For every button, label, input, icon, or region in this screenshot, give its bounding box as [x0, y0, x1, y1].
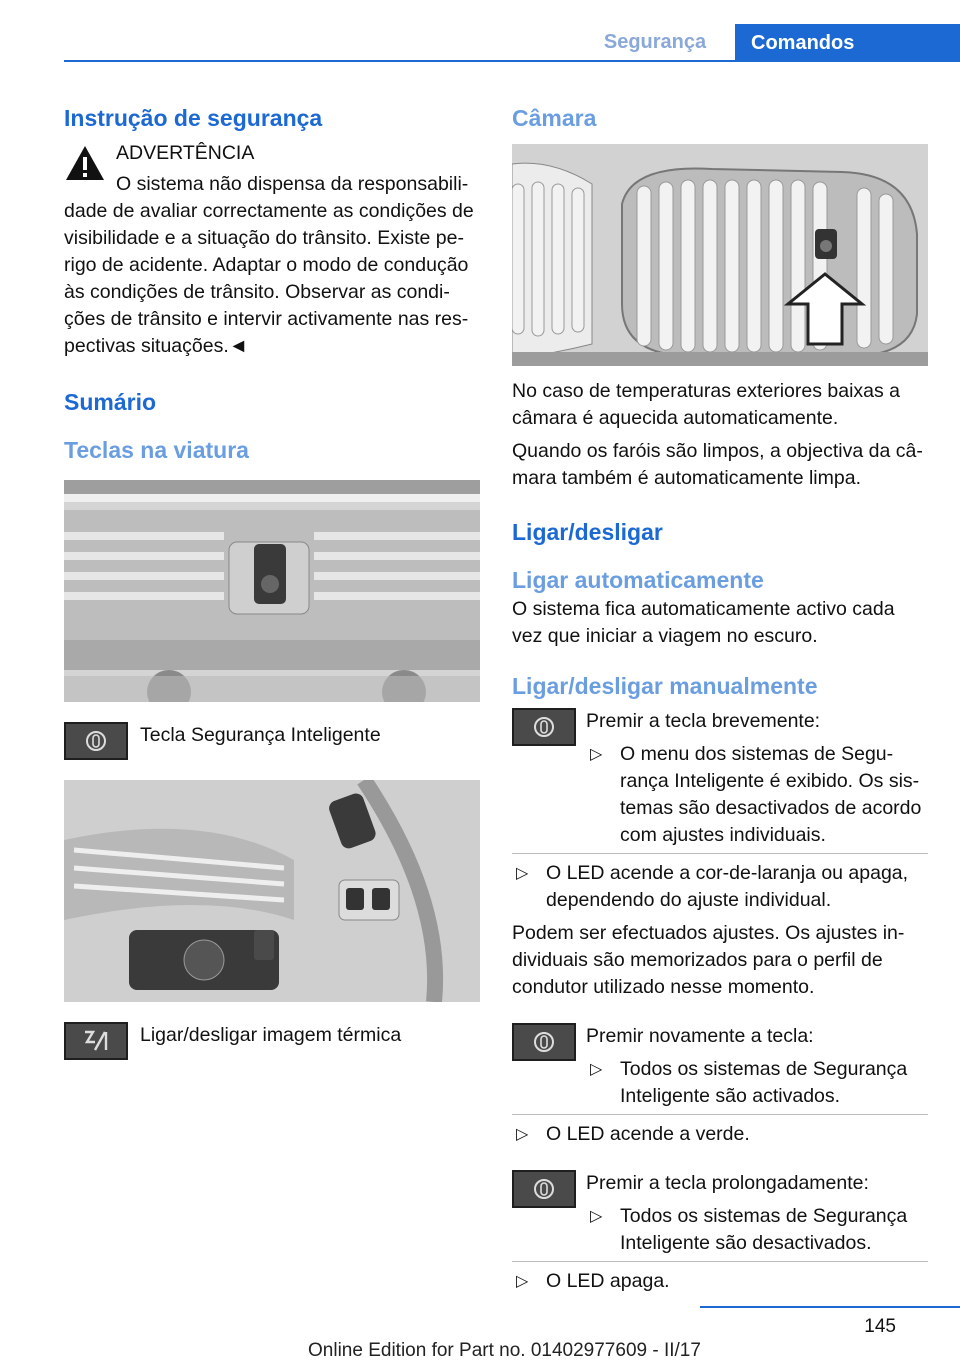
settings-text: Podem ser efectuados ajustes. Os ajustes individuais são memorizados para o perfil de condutor utilizado nesse momento. — [512, 922, 905, 998]
intelligent-safety-key-icon — [512, 1170, 576, 1208]
bullet-triangle-icon: ▷ — [516, 1126, 529, 1143]
divider — [512, 1114, 928, 1115]
key2-label: Ligar/desligar imagem térmica — [140, 1024, 402, 1046]
header-rule — [64, 60, 960, 62]
manual-title: Ligar/desligar manualmente — [512, 673, 818, 699]
press-again-text: Premir novamente a tecla: — [586, 1025, 814, 1047]
press-again-bullet-1: Todos os sistemas de Segurança Inteligente são activados. — [620, 1058, 908, 1107]
divider — [512, 1261, 928, 1262]
press-short-row — [512, 708, 928, 849]
press-long-bullet-2: O LED apaga. — [546, 1270, 670, 1292]
list-item — [586, 1056, 928, 1110]
divider — [512, 853, 928, 854]
right-column — [512, 100, 928, 1295]
press-long-text: Premir a tecla prolongadamente: — [586, 1172, 869, 1194]
page-number: 145 — [864, 1316, 896, 1337]
warning-triangle-icon — [64, 144, 106, 182]
bullet-triangle-icon: ▷ — [516, 865, 529, 882]
press-again-bullet-2: O LED acende a verde. — [546, 1123, 750, 1145]
key1-row — [64, 722, 480, 760]
buttons-title: Teclas na viatura — [64, 437, 249, 463]
dashboard-buttons-image — [64, 480, 480, 702]
camera-title: Câmara — [512, 105, 597, 131]
bullet-triangle-icon: ▷ — [590, 746, 603, 763]
page-header — [64, 24, 960, 62]
key2-row — [64, 1022, 480, 1060]
press-short-bullet-1: O menu dos sistemas de Segurança Inteligente é exibido. Os sistemas são desactivados de acordo com ajustes individuais. — [620, 743, 922, 846]
chapter-tab[interactable]: Comandos — [735, 24, 960, 62]
light-switch-image — [64, 780, 480, 1002]
list-item — [512, 1121, 928, 1148]
press-short-content — [586, 708, 928, 849]
press-short-text: Premir a tecla brevemente: — [586, 710, 821, 732]
on-off-title: Ligar/desligar — [512, 519, 663, 545]
thermal-image-key-icon — [64, 1022, 128, 1060]
auto-title: Ligar automaticamente — [512, 567, 764, 593]
edition-footer: Online Edition for Part no. 01402977609 - II/17 — [308, 1340, 701, 1361]
list-item — [586, 741, 928, 849]
press-long-content — [586, 1170, 928, 1257]
warning-heading: ADVERTÊNCIA — [116, 142, 255, 164]
press-long-bullet-1: Todos os sistemas de Segurança Inteligente são desactivados. — [620, 1205, 908, 1254]
press-short-bullet-2: O LED acende a cor-de-laranja ou apaga, dependendo do ajuste individual. — [546, 862, 909, 911]
bullet-triangle-icon: ▷ — [516, 1273, 529, 1290]
section-tab[interactable]: Segurança — [603, 31, 707, 53]
safety-title: Instrução de segurança — [64, 105, 323, 131]
press-again-row — [512, 1023, 928, 1110]
warning-text: dade de avaliar correctamente as condições de visibilidade e a situação do trânsito. Existe perigo de acidente. Adaptar o modo de condução às condições de trânsito. Observar as condições de trânsito e intervir activamente nas respectivas situações.◄ — [64, 200, 474, 357]
list-item — [586, 1203, 928, 1257]
auto-text: O sistema fica automaticamente activo cada vez que iniciar a viagem no escuro. — [512, 598, 895, 647]
press-again-content — [586, 1023, 928, 1110]
list-item — [512, 1268, 928, 1295]
overview-title: Sumário — [64, 389, 157, 415]
warning-text-first-line: O sistema não dispensa da responsabili- — [116, 173, 469, 195]
list-item — [512, 860, 928, 914]
left-column — [64, 100, 480, 1060]
intelligent-safety-key-icon — [512, 708, 576, 746]
bullet-triangle-icon: ▷ — [590, 1208, 603, 1225]
camera-paragraph-2: Quando os faróis são limpos, a objectiva da câmara também é automaticamente limpa. — [512, 440, 923, 489]
bullet-triangle-icon: ▷ — [590, 1061, 603, 1078]
intelligent-safety-key-icon — [512, 1023, 576, 1061]
press-long-row — [512, 1170, 928, 1257]
key1-label: Tecla Segurança Inteligente — [140, 724, 381, 746]
camera-image — [512, 144, 928, 366]
warning-block — [64, 140, 480, 360]
camera-paragraph-1: No caso de temperaturas exteriores baixas a câmara é aquecida automaticamente. — [512, 380, 901, 429]
footer-rule — [700, 1306, 960, 1308]
intelligent-safety-key-icon — [64, 722, 128, 760]
